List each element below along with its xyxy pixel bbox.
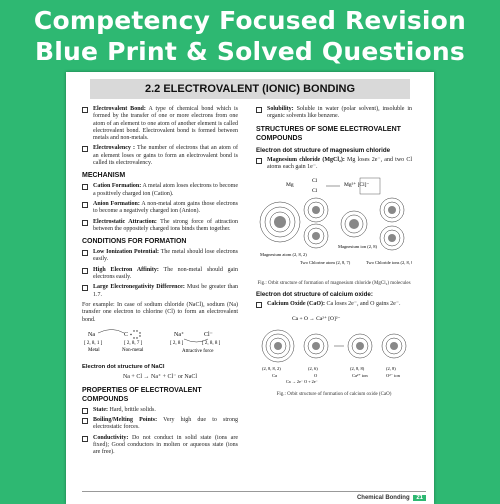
term: Magnesium chloride (MgCl₂): [267,156,345,163]
condition-bullet [82,249,238,264]
term: Boiling/Melting Points: [93,417,158,424]
condition-bullet [82,284,238,299]
magnesium-atom-orbits [260,202,300,242]
bullet-text: Do not conduct in solid state (ions are fixed); Good conductors in molten or aqueous state (ions are free). [93,434,238,456]
mgcl2-subheading: Electron dot structure of magnesium chloride [256,146,391,154]
mechanism-heading: MECHANISM [82,172,126,180]
cao-bullet [256,301,412,308]
property-bullet [82,435,238,457]
term: Anion Formation: [93,200,140,207]
cao-diagram [256,312,412,386]
svg-text:C: C [124,331,129,338]
ca-label: Ca [272,372,277,378]
nacl-caption: Electron dot structure of NaCl [82,364,165,371]
metal-label: Metal [88,347,100,353]
term: High Electron Affinity: [93,266,159,273]
o-config: (2, 6) [308,365,318,371]
conditions-heading: CONDITIONS FOR FORMATION [82,238,187,246]
o-label: O [314,372,318,378]
checkbox-icon [82,285,88,291]
term: Solubility: [267,106,294,112]
chlorine-atom-orbits [304,198,328,248]
transfer-arrow [98,329,124,333]
electron-transfer-eq: Ca → 2e⁻ O + 2e⁻ [286,378,318,384]
mg-ion-label: Magnesium ion (2, 8) [338,244,377,250]
bullet-text: Soluble in water (polar solvent), insoluble in organic solvents like benzene. [267,106,413,120]
term: Conductivity: [93,434,129,441]
ca-ion-config: (2, 8, 8) [350,365,365,371]
cao-dot-equation [292,315,341,322]
checkbox-icon [256,302,262,308]
checkbox-icon [82,436,88,442]
section-header: 2.2 ELECTROVALENT (IONIC) BONDING [90,79,410,99]
condition-bullet [82,267,238,282]
checkbox-icon [82,418,88,424]
magnesium-ion-orbits [341,211,367,237]
checkbox-icon [256,107,262,113]
term: Electrovalent Bond: [93,106,146,112]
property-bullet [256,106,412,121]
checkbox-icon [82,146,88,152]
nonmetal-label: Non-metal [122,347,144,353]
book-page [66,72,434,504]
mgcl2-bullet [256,157,412,172]
svg-text:Cl: Cl [312,178,318,185]
svg-text:Na⁺: Na⁺ [174,331,185,338]
definition-text: The number of electrons that an atom of an element loses or gains to form an electrovalent bond is called its electrovalency. [93,145,238,167]
checkbox-icon [82,408,88,414]
nacl-equation: Na + Cl → Na⁺ + Cl⁻ or NaCl [122,374,198,381]
bullet-text: The non-metal should gain electrons easily. [93,266,238,281]
checkbox-icon [82,250,88,256]
two-cl-label: Two Chlorine atom (2, 8, 7) [300,260,351,266]
bullet-text: Ca loses 2e⁻, and O gains 2e⁻. [326,301,401,308]
checkbox-icon [82,202,88,208]
o-ion-config: (2, 8) [386,365,396,371]
term: Large Electronegativity Difference: [93,284,185,291]
bullet-text: A metal atom loses electrons to become a positively charged ion (Cation). [93,183,239,197]
cao-subheading: Electron dot structure of calcium oxide: [256,291,373,299]
mechanism-bullet [82,219,238,234]
cl-config: [ 2, 8, 7 ] [124,340,143,346]
bullet-text: The strong force of attraction between the oppositely charged ions binds them together. [93,218,238,232]
bullet-text: The metal should lose electrons easily. [93,249,238,263]
checkbox-icon [82,220,88,226]
page-number: 21 [413,495,426,501]
mechanism-bullet [82,183,238,198]
mgcl2-figure [256,174,412,277]
chloride-ion-orbits [380,198,404,250]
term: State: [93,406,108,413]
promo-banner [0,0,500,68]
mechanism-bullet [82,201,238,216]
mg-atom-label: Magnesium atom (2, 8, 2) [260,252,307,258]
mgcl2-caption: Fig.: Orbit structure of formation of magnesium chloride (MgCl₂) molecules [257,280,411,286]
chapter-label: Chemical Bonding [356,495,410,501]
svg-text:Cl: Cl [312,188,318,195]
cl-ions-label: Two Chloride ions (2, 8, 8) [366,260,412,266]
bullet-text: Very high due to strong electrostatic forces. [93,417,238,431]
left-column [82,106,238,460]
na-config: [ 2, 8, 1 ] [84,340,103,346]
calcium-ion-orbits [348,334,372,358]
nacl-figure [82,327,238,364]
example-paragraph: For example: In case of sodium chloride (NaCl), sodium (Na) transfer one electron to chlorine (Cl) to form an electrovalent bond. [82,301,238,323]
svg-text:Mg²⁺ [Cl]⁻: Mg²⁺ [Cl]⁻ [344,182,370,189]
attractive-force-label: Attractive force [182,348,214,354]
cl-dot-structure [124,330,141,338]
term: Electrovalency : [93,145,136,152]
na-label: Na [88,331,95,338]
oxygen-atom-orbits [304,334,328,358]
banner-line-1: Competency Focused Revision [33,6,467,35]
bullet-text: A non-metal atom gains those electrons to become a negatively charged ion (Anion). [93,200,238,215]
property-bullet [82,407,238,414]
checkbox-icon [82,268,88,274]
mgcl2-diagram [256,174,412,274]
bullet-text: Hard, brittle solids. [109,406,156,413]
property-bullet [82,417,238,432]
cao-figure [256,312,412,389]
o-ion-label: O²⁻ ion [386,372,400,378]
right-column [256,106,412,400]
checkbox-icon [256,158,262,164]
bullet-text: Must be greater than 1.7. [93,284,239,298]
svg-text:Cl⁻: Cl⁻ [204,331,213,338]
structures-heading: STRUCTURES OF SOME ELECTROVALENT COMPOUNDS [256,125,401,142]
term: Low Ionization Potential: [93,249,159,256]
calcium-atom-orbits [262,330,294,362]
svg-text:Ca + O → Ca²⁺ [O]²⁻: Ca + O → Ca²⁺ [O]²⁻ [292,315,341,322]
cl-ion-config: [ 2, 8, 8 ] [202,340,221,346]
checkbox-icon [82,184,88,190]
cao-caption: Fig.: Orbit structure of formation of calcium oxide (CaO) [276,391,392,397]
bullet-text: Mg loses 2e⁻, and two Cl atoms each gain 1e⁻. [267,156,413,171]
term: Calcium Oxide (CaO): [267,301,325,308]
footer-rule [82,491,426,492]
page-footer [357,495,426,501]
term: Cation Formation: [93,183,142,190]
svg-text:Mg: Mg [286,182,294,189]
definition-text: A type of chemical bond which is formed by the transfer of one or more electrons from one atom of an element to one atom of another element is called electrovalent bond. Electrovalent bond is formed between metals and non-metals. [93,106,238,142]
ca-ion-label: Ca²⁺ ion [352,372,368,378]
nacl-diagram [82,327,238,361]
oxide-ion-orbits [382,334,406,358]
ca-config: (2, 8, 8, 2) [262,365,281,371]
na-ion-config: [ 2, 8 ] [170,340,184,346]
definition-bullet [82,106,238,142]
properties-heading: PROPERTIES OF ELECTROVALENT COMPOUNDS [82,386,202,403]
banner-line-2: Blue Print & Solved Questions [35,37,465,66]
term: Electrostatic Attraction: [93,218,157,225]
definition-bullet [82,145,238,167]
checkbox-icon [82,107,88,113]
mgcl2-dot-equation [286,178,380,194]
